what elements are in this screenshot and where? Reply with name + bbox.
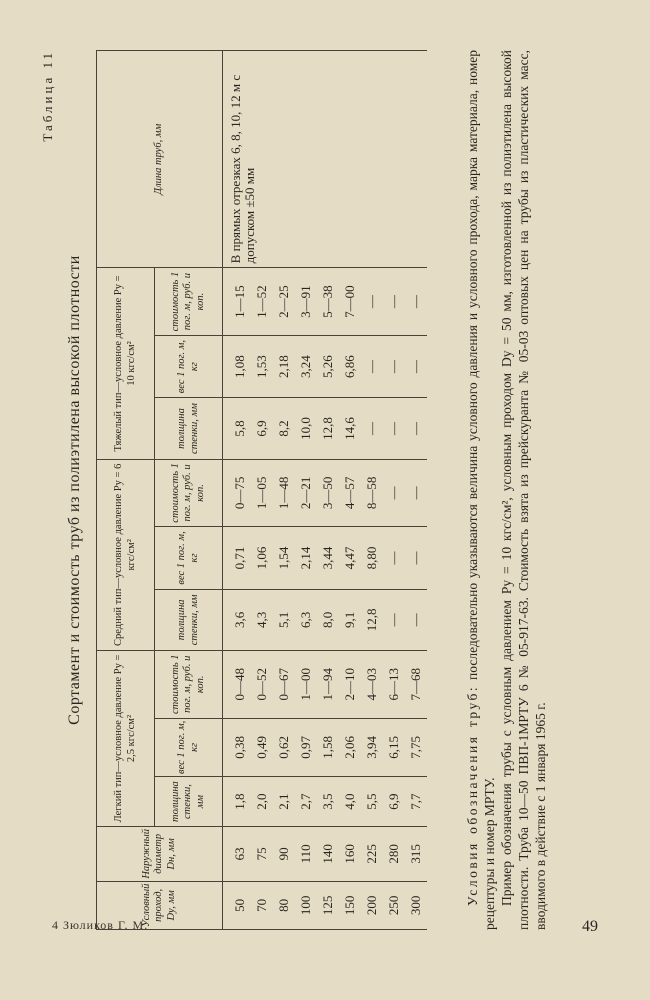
table-cell: 4,0 (339, 777, 361, 827)
table-cell: 200 (361, 881, 383, 929)
table-cell: 4,47 (339, 527, 361, 589)
table-cell: 6,3 (295, 589, 317, 650)
notes-body: последовательно указываются величина условного давления и условного прохода, марка материала, номер рецептуры и номер МРТУ. (465, 49, 497, 930)
table-cell: 90 (273, 826, 295, 881)
notes-paragraph (464, 50, 498, 930)
table-cell: 1,08 (223, 335, 252, 397)
length-cell: В прямых отрезках 6, 8, 10, 12 м с допуском ±50 мм (223, 51, 428, 268)
table-cell: — (405, 335, 427, 397)
subheader-wall: толщина стенки, мм (155, 398, 223, 459)
table-cell: 2,06 (339, 718, 361, 777)
table-cell: 2—21 (295, 459, 317, 527)
table-cell: 5,26 (317, 335, 339, 397)
table-cell: 140 (317, 826, 339, 881)
subheader-weight: вес 1 пог. м, кг (155, 718, 223, 777)
table-cell: 6,9 (251, 398, 273, 459)
table-cell: 3—50 (317, 459, 339, 527)
table-cell: 1—94 (317, 650, 339, 718)
notes-lead: Условия обозначения труб: (465, 684, 480, 906)
table-cell: 160 (339, 826, 361, 881)
table-cell: 110 (295, 826, 317, 881)
table-cell: 6,15 (383, 718, 405, 777)
table-cell: 4—57 (339, 459, 361, 527)
table-cell: 0,62 (273, 718, 295, 777)
table-cell: — (383, 268, 405, 336)
header-light-type: Легкий тип—условное давление Pу = 2,5 кгс/см² (97, 650, 155, 826)
table-cell: 80 (273, 881, 295, 929)
rotated-content (40, 50, 600, 930)
table-cell: 6,9 (383, 777, 405, 827)
table-cell: 5,8 (223, 398, 252, 459)
table-cell: 14,6 (339, 398, 361, 459)
table-cell: 125 (317, 881, 339, 929)
table-cell: 0,38 (223, 718, 252, 777)
table-cell: 3,5 (317, 777, 339, 827)
table-cell: 0,71 (223, 527, 252, 589)
table-cell: 1,06 (251, 527, 273, 589)
table-cell: 0—67 (273, 650, 295, 718)
table-cell: 63 (223, 826, 252, 881)
header-dy: Условный проход, Dу, мм (97, 881, 223, 929)
table-cell: 5—38 (317, 268, 339, 336)
table-cell: 1,54 (273, 527, 295, 589)
table-cell: 0—48 (223, 650, 252, 718)
subheader-weight: вес 1 пог. м, кг (155, 527, 223, 589)
table-cell: — (383, 335, 405, 397)
subheader-weight: вес 1 пог. м, кг (155, 335, 223, 397)
table-cell: 7—00 (339, 268, 361, 336)
notes-paragraph: Пример обозначения трубы с условным давлением Pу = 10 кгс/см², условным проходом Dу = 50 мм, изготовленной из полиэтилена высокой плотности. Труба 10—50 ПВП-1МРТУ 6 № 05-917-63. Стоимость взята из прейскуранта № 05-03 оптовых цен на трубы из пластических масс, вводимого в действие с 1 января 1965 г. (499, 50, 548, 930)
table-label: Таблица 11 (40, 50, 55, 142)
table-cell: — (405, 459, 427, 527)
table-cell: 2—10 (339, 650, 361, 718)
table-cell: 2,0 (251, 777, 273, 827)
table-cell: 6,86 (339, 335, 361, 397)
header-dn: Наружный диаметр Dн, мм (97, 826, 223, 881)
header-length: Длина труб, мм (97, 51, 223, 268)
table-cell: 10,0 (295, 398, 317, 459)
table-row (223, 51, 252, 930)
table-cell: 9,1 (339, 589, 361, 650)
table-cell: 75 (251, 826, 273, 881)
table-cell: 3,6 (223, 589, 252, 650)
table-cell: 1—00 (295, 650, 317, 718)
table-cell: 8,0 (317, 589, 339, 650)
table-cell: — (361, 398, 383, 459)
table-cell: — (383, 398, 405, 459)
table-cell: — (383, 459, 405, 527)
table-cell: 12,8 (361, 589, 383, 650)
table-cell: 225 (361, 826, 383, 881)
table-cell: 8,2 (273, 398, 295, 459)
table-cell: 0—75 (223, 459, 252, 527)
table-cell: — (383, 589, 405, 650)
page-title: Сортамент и стоимость труб из полиэтилена высокой плотности (66, 255, 83, 725)
table-cell: 8—58 (361, 459, 383, 527)
table-cell: 2—25 (273, 268, 295, 336)
table-cell: 7—68 (405, 650, 427, 718)
pipe-table (96, 50, 427, 930)
header-heavy-type: Тяжелый тип—условное давление Pу = 10 кгс/см² (97, 268, 155, 459)
table-cell: 3,24 (295, 335, 317, 397)
table-cell: 1—52 (251, 268, 273, 336)
table-cell: 315 (405, 826, 427, 881)
table-cell: 7,75 (405, 718, 427, 777)
table-cell: 5,1 (273, 589, 295, 650)
table-cell: — (405, 398, 427, 459)
table-cell: 4—03 (361, 650, 383, 718)
table-cell: 2,7 (295, 777, 317, 827)
table-cell: 0,97 (295, 718, 317, 777)
header-medium-type: Средний тип—условное давление Pу = 6 кгс/см² (97, 459, 155, 650)
table-cell: 1,8 (223, 777, 252, 827)
table-cell: 3—91 (295, 268, 317, 336)
table-cell: — (405, 268, 427, 336)
table-cell: — (383, 527, 405, 589)
table-cell: 1,58 (317, 718, 339, 777)
table-cell: 2,18 (273, 335, 295, 397)
subheader-wall: толщина стенки, мм (155, 777, 223, 827)
subheader-cost: стоимость 1 пог. м, руб. и коп. (155, 459, 223, 527)
table-cell: — (361, 268, 383, 336)
table-cell: 2,14 (295, 527, 317, 589)
subheader-cost: стоимость 1 пог. м, руб. и коп. (155, 650, 223, 718)
table-cell: 5,5 (361, 777, 383, 827)
table-cell: 3,94 (361, 718, 383, 777)
page-number: 49 (582, 918, 598, 935)
table-cell: — (361, 335, 383, 397)
table-cell: 50 (223, 881, 252, 929)
table-cell: 6—13 (383, 650, 405, 718)
table-cell: 1—05 (251, 459, 273, 527)
table-cell: 2,1 (273, 777, 295, 827)
table-cell: 0,49 (251, 718, 273, 777)
table-cell: 0—52 (251, 650, 273, 718)
table-body (223, 51, 428, 930)
table-cell: 1—48 (273, 459, 295, 527)
table-cell: 100 (295, 881, 317, 929)
footer-author: 4 Зюликов Г. М. (52, 918, 149, 932)
table-cell: 8,80 (361, 527, 383, 589)
notes-text (464, 50, 549, 930)
table-cell: 150 (339, 881, 361, 929)
subheader-cost: стоимость 1 пог. м, руб. и коп. (155, 268, 223, 336)
table-cell: 3,44 (317, 527, 339, 589)
table-cell: 300 (405, 881, 427, 929)
table-cell: 4,3 (251, 589, 273, 650)
table-cell: 280 (383, 826, 405, 881)
table-cell: 1—15 (223, 268, 252, 336)
table-cell: 250 (383, 881, 405, 929)
table-cell: 12,8 (317, 398, 339, 459)
table-cell: 70 (251, 881, 273, 929)
table-cell: 7,7 (405, 777, 427, 827)
subheader-wall: толщина стенки, мм (155, 589, 223, 650)
table-cell: 1,53 (251, 335, 273, 397)
table-cell: — (405, 589, 427, 650)
table-cell: — (405, 527, 427, 589)
